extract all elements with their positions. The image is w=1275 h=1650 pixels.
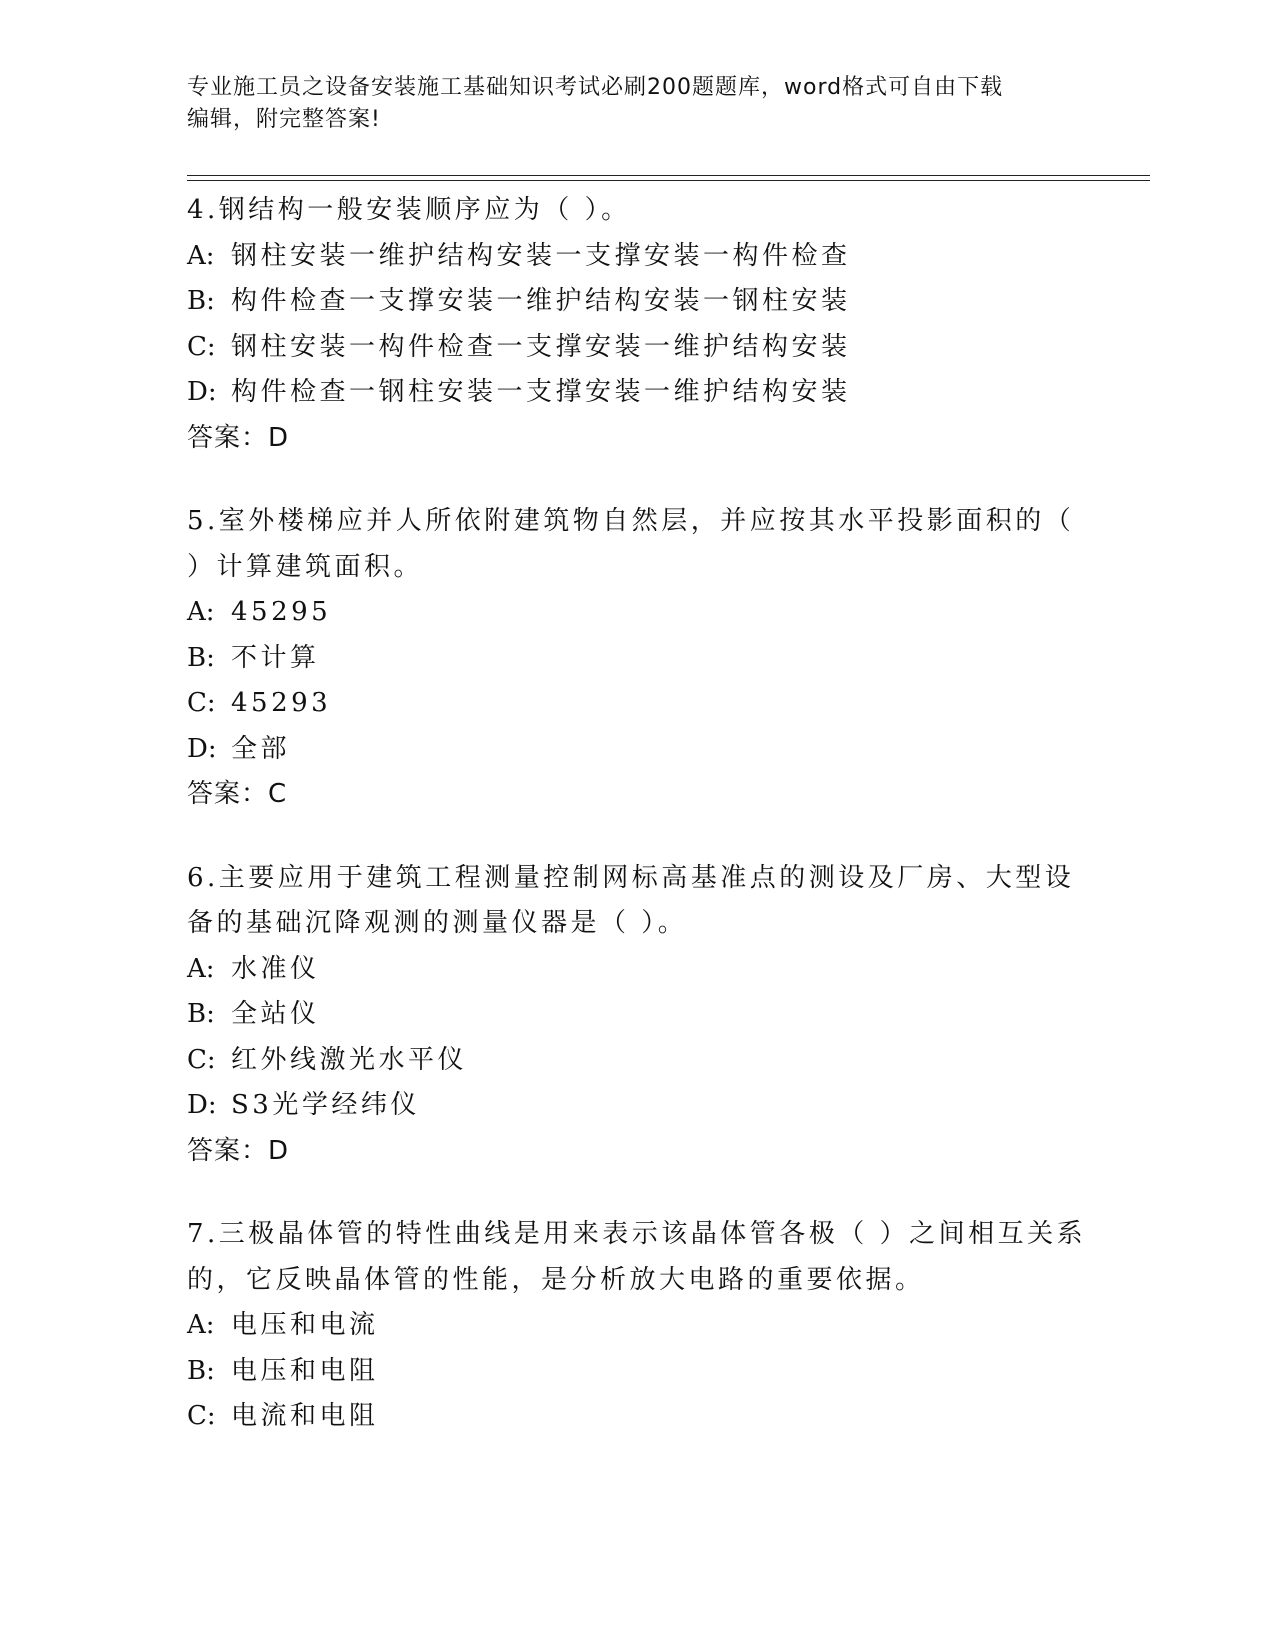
question-stem-line-1: 6.主要应用于建筑工程测量控制网标高基准点的测设及厂房、大型设 xyxy=(187,862,1075,893)
option-letter: C: xyxy=(187,1044,216,1075)
question-4 xyxy=(187,188,1087,461)
option-letter: A: xyxy=(187,597,215,627)
answer-line: 答案：D xyxy=(187,422,290,453)
question-stem-line-1: 5.室外楼梯应并人所依附建筑物自然层，并应按其水平投影面积的（ xyxy=(187,506,1075,536)
option-c xyxy=(187,681,1087,727)
option-d xyxy=(187,370,1087,416)
option-text: 电压和电流 xyxy=(231,1310,379,1340)
option-d xyxy=(187,727,1087,773)
option-text: 钢柱安装一构件检查一支撑安装一维护结构安装 xyxy=(231,331,851,362)
question-stem-line-2: ）计算建筑面积。 xyxy=(187,551,424,582)
option-letter: A: xyxy=(187,953,215,984)
option-text: 电压和电阻 xyxy=(231,1355,379,1386)
header-divider-top xyxy=(187,175,1150,176)
question-stem-line-2: 备的基础沉降观测的测量仪器是（ ）。 xyxy=(187,908,688,938)
option-d xyxy=(187,1083,1087,1129)
option-text: 构件检查一钢柱安装一支撑安装一维护结构安装 xyxy=(231,377,851,407)
option-letter: B: xyxy=(187,1355,215,1386)
option-a xyxy=(187,234,1087,280)
option-a xyxy=(187,590,1087,636)
option-letter: C: xyxy=(187,331,216,362)
option-text: 构件检查一支撑安装一维护结构安装一钢柱安装 xyxy=(231,286,851,316)
option-text: 水准仪 xyxy=(231,953,320,984)
option-b xyxy=(187,992,1087,1038)
option-letter: C: xyxy=(187,688,216,718)
option-letter: C: xyxy=(187,1401,216,1431)
option-a xyxy=(187,1303,1087,1349)
option-text: 不计算 xyxy=(231,642,320,673)
option-letter: A: xyxy=(187,1310,215,1340)
option-letter: D: xyxy=(187,377,217,407)
question-stem-line-2: 的，它反映晶体管的性能，是分析放大电路的重要依据。 xyxy=(187,1264,925,1295)
option-b xyxy=(187,636,1087,682)
option-letter: A: xyxy=(187,240,215,271)
option-b xyxy=(187,1349,1087,1395)
question-stem: 4.钢结构一般安装顺序应为（ ）。 xyxy=(187,195,631,225)
option-text: 全站仪 xyxy=(231,999,320,1029)
header-divider-bottom xyxy=(187,180,1150,181)
option-text: 全部 xyxy=(231,733,291,764)
option-b xyxy=(187,279,1087,325)
option-text: 电流和电阻 xyxy=(231,1401,379,1431)
option-text: 45293 xyxy=(231,688,332,718)
option-letter: B: xyxy=(187,286,215,316)
option-text: 钢柱安装一维护结构安装一支撑安装一构件检查 xyxy=(231,240,851,271)
option-text: 红外线激光水平仪 xyxy=(231,1044,468,1075)
option-letter: B: xyxy=(187,642,215,673)
option-letter: D: xyxy=(187,1090,217,1120)
option-text: 45295 xyxy=(231,597,332,627)
header-title-line-1: 专业施工员之设备安装施工基础知识考试必刷200题题库，word格式可自由下载 xyxy=(187,75,1004,100)
option-c xyxy=(187,1038,1087,1084)
option-letter: D: xyxy=(187,733,217,764)
question-list xyxy=(187,188,1087,1478)
option-a xyxy=(187,947,1087,993)
answer-line: 答案：C xyxy=(187,779,288,809)
question-stem-line-1: 7.三极晶体管的特性曲线是用来表示该晶体管各极（ ）之间相互关系 xyxy=(187,1219,1087,1249)
question-6 xyxy=(187,856,1087,1175)
option-c xyxy=(187,1394,1087,1440)
question-7 xyxy=(187,1212,1087,1440)
document-header xyxy=(187,72,1077,136)
header-title-line-2: 编辑，附完整答案! xyxy=(187,107,381,132)
option-c xyxy=(187,325,1087,371)
option-letter: B: xyxy=(187,999,215,1029)
option-text: S3光学经纬仪 xyxy=(231,1090,420,1120)
answer-line: 答案：D xyxy=(187,1135,290,1166)
question-5 xyxy=(187,499,1087,818)
